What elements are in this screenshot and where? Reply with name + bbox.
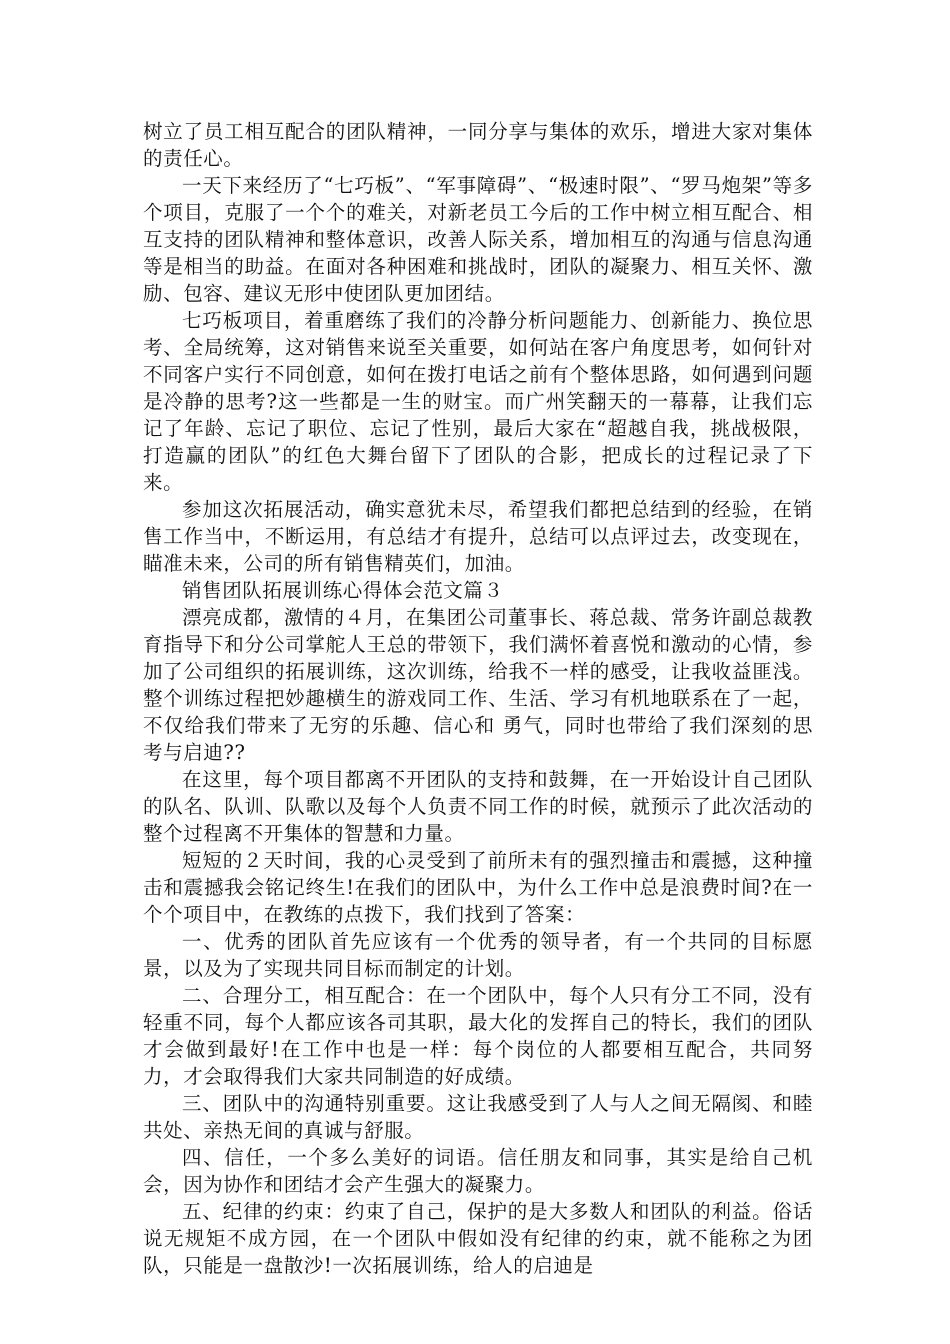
paragraph: 五、纪律的约束：约束了自己，保护的是大多数人和团队的利益。俗话说无规矩不成方园，在一个团队中假如没有纪律的约束，就不能称之为团队，只能是一盘散沙!一次拓展训练，给人的启迪是 (143, 1200, 813, 1277)
paragraph: 树立了员工相互配合的团队精神，一同分享与集体的欢乐，增进大家对集体的责任心。 (143, 120, 813, 170)
document-body (143, 118, 813, 1279)
paragraph: 三、团队中的沟通特别重要。这让我感受到了人与人之间无隔阂、和睦共处、亲热无间的真诚与舒服。 (143, 1092, 813, 1142)
paragraph: 二、合理分工，相互配合：在一个团队中，每个人只有分工不同，没有轻重不同，每个人都应该各司其职，最大化的发挥自己的特长，我们的团队才会做到最好!在工作中也是一样：每个岗位的人都要相互配合，共同努力，才会取得我们大家共同制造的好成绩。 (143, 984, 813, 1088)
paragraph: 参加这次拓展活动，确实意犹未尽，希望我们都把总结到的经验，在销售工作当中，不断运用，有总结才有提升，总结可以点评过去，改变现在，瞄准未来，公司的所有销售精英们，加油。 (143, 498, 813, 575)
paragraph: 在这里，每个项目都离不开团队的支持和鼓舞，在一开始设计自己团队的队名、队训、队歌以及每个人负责不同工作的时候，就预示了此次活动的整个过程离不开集体的智慧和力量。 (143, 768, 813, 845)
paragraph: 一天下来经历了“七巧板”、“军事障碍”、“极速时限”、“罗马炮架”等多个项目，克服了一个个的难关，对新老员工今后的工作中树立相互配合、相互支持的团队精神和整体意识，改善人际关系，增加相互的沟通与信息沟通等是相当的助益。在面对各种困难和挑战时，团队的凝聚力、相互关怀、激励、包容、建议无形中使团队更加团结。 (143, 174, 813, 305)
paragraph: 四、信任，一个多么美好的词语。信任朋友和同事，其实是给自己机会，因为协作和团结才会产生强大的凝聚力。 (143, 1146, 813, 1196)
paragraph: 短短的２天时间，我的心灵受到了前所未有的强烈撞击和震撼，这种撞击和震撼我会铭记终生!在我们的团队中，为什么工作中总是浪费时间?在一个个项目中，在教练的点拨下，我们找到了答案： (143, 849, 813, 926)
paragraph: 漂亮成都，激情的４月，在集团公司董事长、蒋总裁、常务许副总裁教育指导下和分公司掌舵人王总的带领下，我们满怀着喜悦和激动的心情，参加了公司组织的拓展训练，这次训练，给我不一样的感受，让我收益匪浅。整个训练过程把妙趣横生的游戏同工作、生活、学习有机地联系在了一起，不仅给我们带来了无穷的乐趣、信心和 勇气，同时也带给了我们深刻的思考与启迪?? (143, 606, 813, 764)
paragraph: 七巧板项目，着重磨练了我们的冷静分析问题能力、创新能力、换位思考、全局统筹，这对销售来说至关重要，如何站在客户角度思考，如何针对不同客户实行不同创意，如何在拨打电话之前有个整体思路，如何遇到问题是冷静的思考?这一些都是一生的财宝。而广州笑翻天的一幕幕，让我们忘记了年龄、忘记了职位、忘记了性别，最后大家在“超越自我，挑战极限，打造赢的团队”的红色大舞台留下了团队的合影，把成长的过程记录了下来。 (143, 309, 813, 494)
paragraph: 一、优秀的团队首先应该有一个优秀的领导者，有一个共同的目标愿景，以及为了实现共同目标而制定的计划。 (143, 930, 813, 980)
section-heading: 销售团队拓展训练心得体会范文篇３ (182, 579, 504, 602)
